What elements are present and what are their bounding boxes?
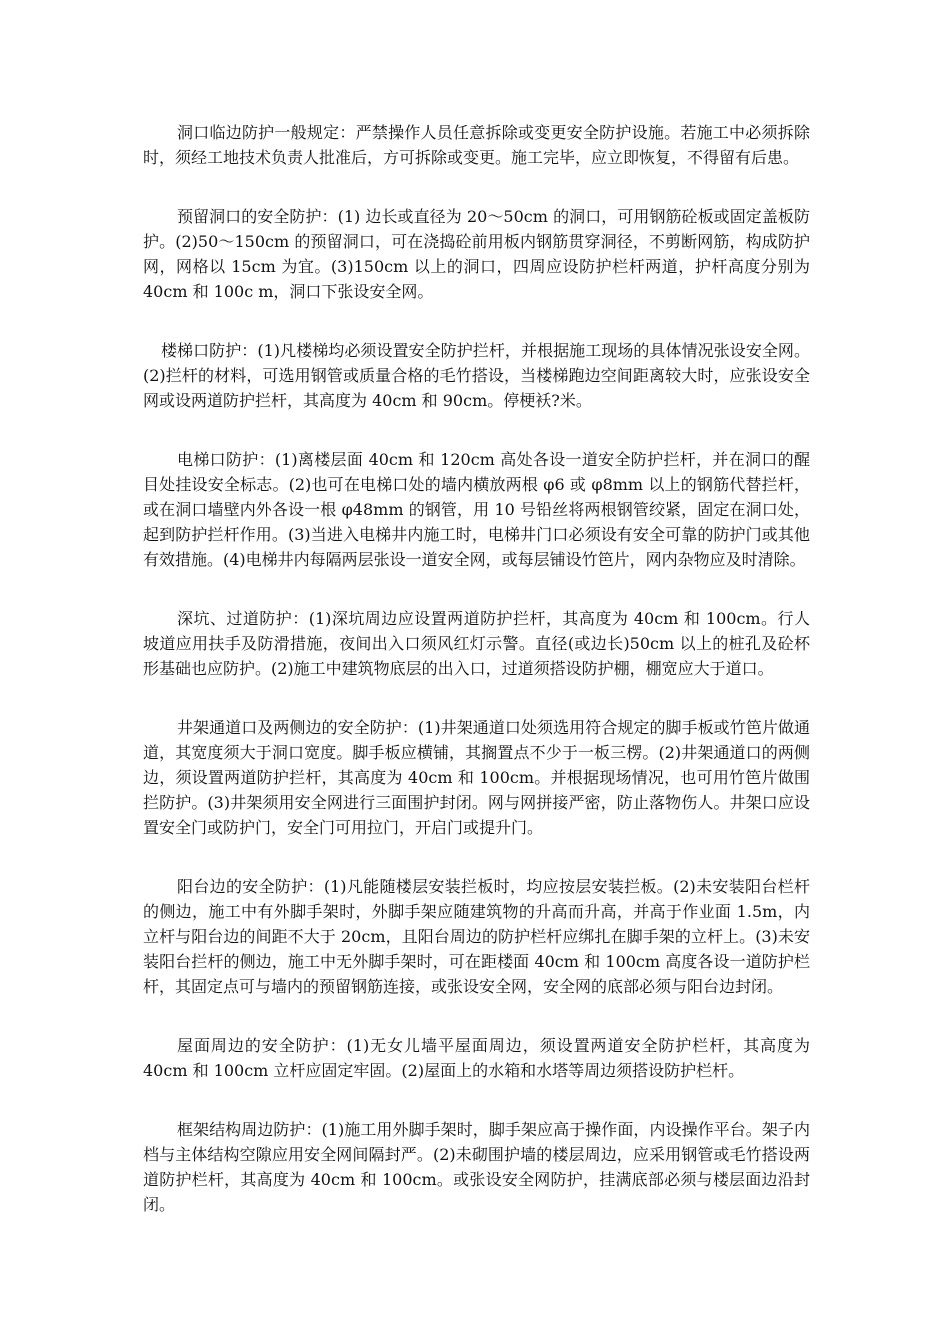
- paragraph-deep-pit: 深坑、过道防护：(1)深坑周边应设置两道防护拦杆，其高度为 40cm 和 100cm。行人坡道应用扶手及防滑措施，夜间出入口须风红灯示警。直径(或边长)50cm 以上的桩孔及砼杯形基础也应防护。(2)施工中建筑物底层的出入口，过道须搭设防护棚，棚宽应大于道口。: [143, 609, 810, 678]
- paragraph-reserved-opening: 预留洞口的安全防护：(1) 边长或直径为 20～50cm 的洞口，可用钢筋砼板或固定盖板防护。(2)50～150cm 的预留洞口，可在浇捣砼前用板内钢筋贯穿洞径，不剪断网筋，构成防护网，网格以 15cm 为宜。(3)150cm 以上的洞口，四周应设防护栏杆两道，护杆高度分别为 40cm 和 100c m，洞口下张设安全网。: [143, 207, 810, 301]
- paragraph-roof: 屋面周边的安全防护：(1)无女儿墙平屋面周边，须设置两道安全防护栏杆，其高度为 40cm 和 100cm 立杆应固定牢固。(2)屋面上的水箱和水塔等周边须搭设防护栏杆。: [143, 1036, 810, 1080]
- paragraph-staircase: 楼梯口防护：(1)凡楼梯均必须设置安全防护拦杆，并根据施工现场的具体情况张设安全网。(2)拦杆的材料，可选用钢管或质量合格的毛竹搭设，当楼梯跑边空间距离较大时，应张设安全网或设两道防护拦杆，其高度为 40cm 和 90cm。停梗袄?米。: [143, 341, 810, 410]
- paragraph-elevator: 电梯口防护：(1)离楼层面 40cm 和 120cm 高处各设一道安全防护拦杆，并在洞口的醒目处挂设安全标志。(2)也可在电梯口处的墙内横放两根 φ6 或 φ8mm 以上的钢筋代替拦杆，或在洞口墙壁内外各设一根 φ48mm 的钢管，用 10 号铅丝将两根钢管绞紧，固定在洞口处，起到防护拦杆作用。(3)当进入电梯井内施工时，电梯井门口必须设有安全可靠的防护门或其他有效措施。(4)电梯井内每隔两层张设一道安全网，或每层铺设竹笆片，网内杂物应及时清除。: [143, 450, 810, 569]
- paragraph-well-frame: 井架通道口及两侧边的安全防护：(1)井架通道口处须选用符合规定的脚手板或竹笆片做通道，其宽度须大于洞口宽度。脚手板应横铺，其搁置点不少于一板三楞。(2)井架通道口的两侧边，须设置两道防护拦杆，其高度为 40cm 和 100cm。并根据现场情况，也可用竹笆片做围拦防护。(3)井架须用安全网进行三面围护封闭。网与网拼接严密，防止落物伤人。井架口应设置安全门或防护门，安全门可用拉门，开启门或提升门。: [143, 718, 810, 837]
- paragraph-balcony: 阳台边的安全防护：(1)凡能随楼层安装拦板时，均应按层安装拦板。(2)未安装阳台栏杆的侧边，施工中有外脚手架时，外脚手架应随建筑物的升高而升高，并高于作业面 1.5m，内立杆与阳台边的间距不大于 20cm，且阳台周边的防护栏杆应绑扎在脚手架的立杆上。(3)未安装阳台拦杆的侧边，施工中无外脚手架时，可在距楼面 40cm 和 100cm 高度各设一道防护栏杆，其固定点可与墙内的预留钢筋连接，或张设安全网，安全网的底部必须与阳台边封闭。: [143, 877, 810, 996]
- document-body: [143, 120, 810, 1251]
- paragraph-frame-structure: 框架结构周边防护：(1)施工用外脚手架时，脚手架应高于操作面，内设操作平台。架子内档与主体结构空隙应用安全网间隔封严。(2)未砌围护墙的楼层周边，应采用钢管或毛竹搭设两道防护栏杆，其高度为 40cm 和 100cm。或张设安全网防护，挂满底部必须与楼层面边沿封闭。: [143, 1120, 810, 1214]
- paragraph-opening-protection: 洞口临边防护一般规定：严禁操作人员任意拆除或变更安全防护设施。若施工中必须拆除时，须经工地技术负责人批准后，方可拆除或变更。施工完毕，应立即恢复，不得留有后患。: [143, 123, 810, 167]
